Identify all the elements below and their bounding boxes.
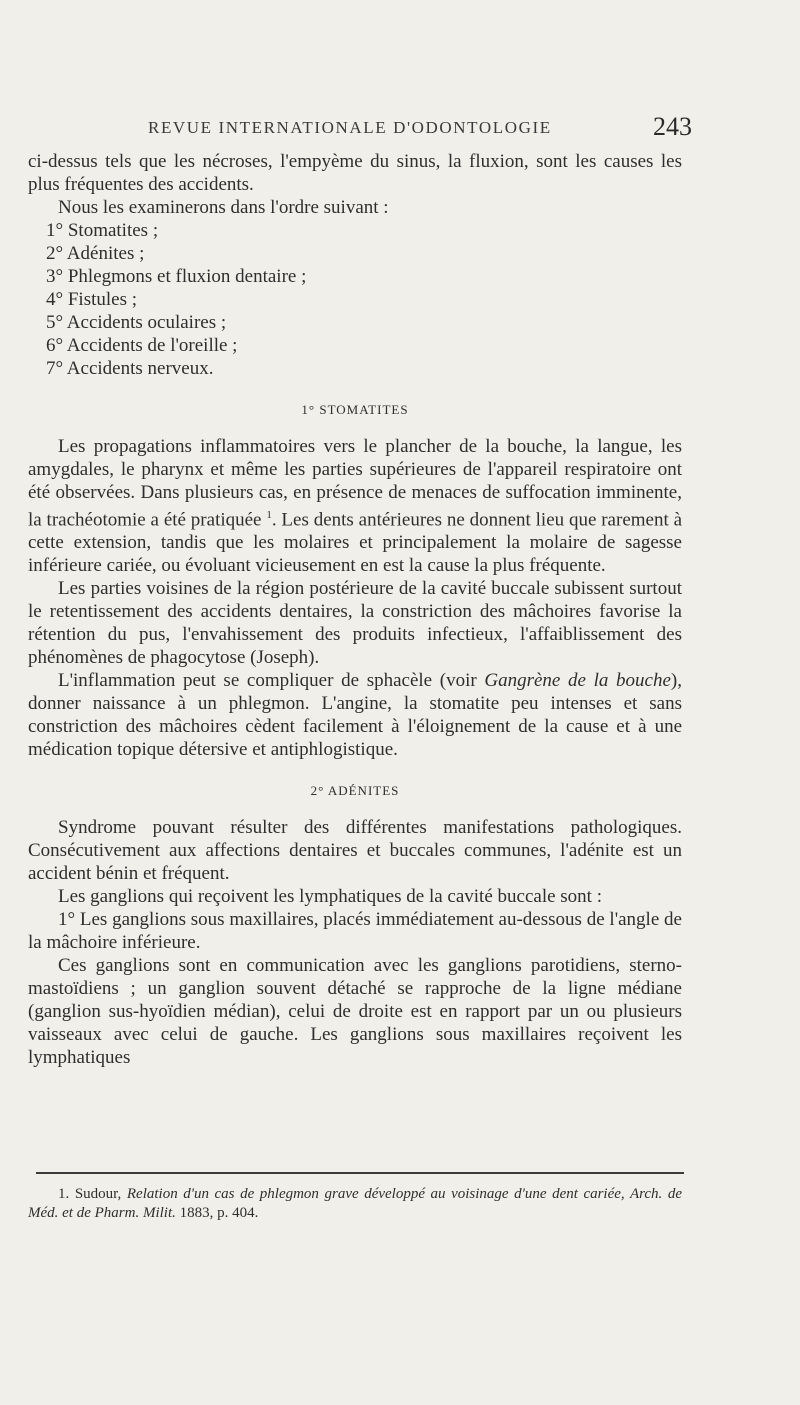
adenites-paragraph-4: Ces ganglions sont en communication avec les ganglions parotidiens, sterno-mastoïdiens ; un ganglion souvent détaché se rapproche de la ligne médiane (ganglion sus-hyoïdien médian), celui de droite est en rapport par un ou plusieurs vaisseaux avec celui de gauche. Les ganglions sous maxillaires reçoivent les lymphatiques — [28, 955, 682, 1069]
page-number: 243 — [653, 112, 692, 141]
list-item: 1° Stomatites ; — [46, 220, 159, 241]
page-body — [28, 150, 682, 1069]
adenites-paragraph-3: 1° Les ganglions sous maxillaires, placés immédiatement au-dessous de l'angle de la mâchoire inférieure. — [28, 909, 682, 954]
footnote-reference: 1 — [266, 509, 272, 521]
page-header — [28, 112, 692, 144]
list-item: 5° Accidents oculaires ; — [46, 312, 227, 333]
footnote-ref: 1883, p. 404. — [179, 1205, 259, 1221]
stomatites-paragraph-1 — [28, 435, 682, 577]
section-heading-stomatites: 1° STOMATITES — [301, 402, 409, 417]
running-title: REVUE INTERNATIONALE D'ODONTOLOGIE — [148, 118, 552, 137]
footnote-divider — [36, 1172, 684, 1174]
list-item: 4° Fistules ; — [46, 289, 138, 310]
order-intro: Nous les examinerons dans l'ordre suivant : — [58, 197, 389, 218]
footnote-title: Relation d'un cas de phlegmon grave développé au voisinage d'une dent cariée, Arch. de Méd. et de Pharm. Milit. — [28, 1186, 683, 1221]
section-heading-adenites: 2° ADÉNITES — [310, 783, 400, 799]
footnote — [28, 1185, 682, 1223]
paragraph-text: Les propagations inflammatoires vers le plancher de la bouche, la langue, les amygdales, le pharynx et même les parties supérieures de l'appareil respiratoire ont été observées. Dans plusieurs cas, en présence de menaces de suffocation imminente, la trachéotomie a été pratiquée — [28, 436, 682, 531]
cross-reference: Gangrène de la bouche — [484, 670, 671, 692]
paragraph-text: ), donner naissance à un phlegmon. L'angine, la stomatite peu intenses et sans constriction des mâchoires cèdent facilement à l'éloignement de la cause et à une médication topique détersive et antiphlogistique. — [28, 670, 682, 761]
list-item: 6° Accidents de l'oreille ; — [46, 335, 238, 356]
adenites-paragraph-1: Syndrome pouvant résulter des différentes manifestations pathologiques. Consécutivement aux affections dentaires et buccales communes, l'adénite est un accident bénin et fréquent. — [28, 817, 682, 885]
stomatites-paragraph-2: Les parties voisines de la région postérieure de la cavité buccale subissent surtout le retentissement des accidents dentaires, la constriction des mâchoires favorise la rétention du pus, l'envahissement des produits infectieux, l'affaiblissement des phénomènes de phagocytose (Joseph). — [28, 578, 682, 669]
footnote-author: Sudour, — [74, 1186, 122, 1202]
intro-paragraph: ci-dessus tels que les nécroses, l'empyème du sinus, la fluxion, sont les causes les plus fréquentes des accidents. — [28, 151, 682, 195]
list-item: 3° Phlegmons et fluxion dentaire ; — [46, 266, 307, 287]
footnote-number: 1. — [58, 1186, 70, 1202]
list-item: 7° Accidents nerveux. — [46, 358, 214, 379]
list-item: 2° Adénites ; — [46, 243, 145, 264]
adenites-paragraph-2: Les ganglions qui reçoivent les lymphatiques de la cavité buccale sont : — [58, 886, 602, 908]
paragraph-text: . Les dents antérieures ne donnent lieu que rarement à cette extension, tandis que les molaires et principalement la molaire de sagesse inférieure cariée, ou évoluant vicieusement en est la cause la plus fréquente. — [28, 509, 683, 577]
stomatites-paragraph-3 — [28, 669, 682, 761]
paragraph-text: L'inflammation peut se compliquer de sphacèle (voir — [58, 670, 485, 692]
